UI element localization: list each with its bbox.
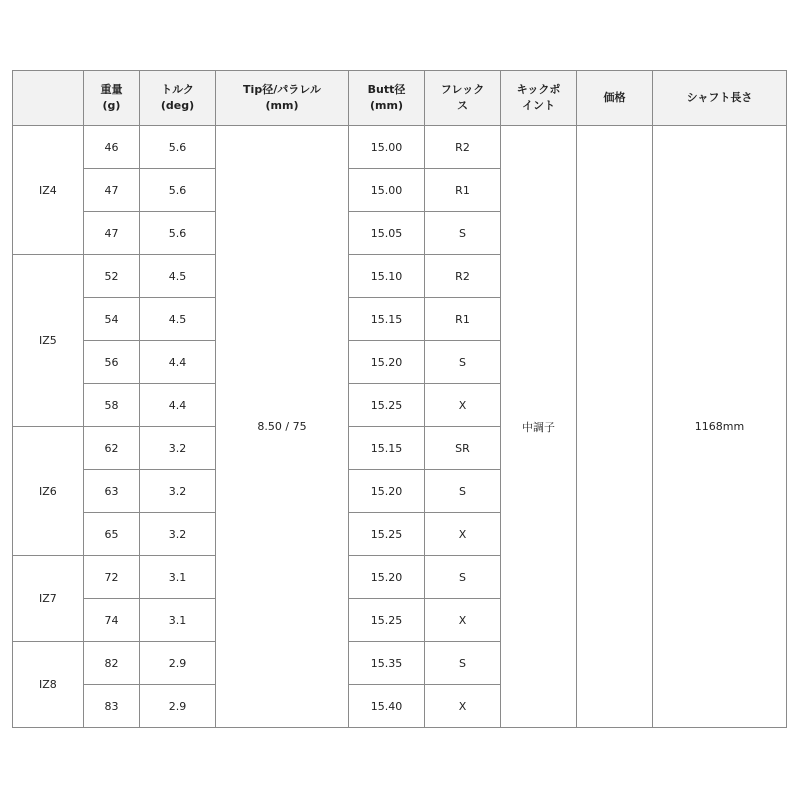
butt-diameter-cell: 15.10 [349,255,425,298]
flex-cell: X [425,599,501,642]
weight-cell: 56 [84,341,140,384]
weight-cell: 74 [84,599,140,642]
header-flex: フレック ス [425,71,501,126]
header-price: 価格 [577,71,653,126]
flex-cell: X [425,685,501,728]
weight-cell: 65 [84,513,140,556]
weight-cell: 63 [84,470,140,513]
torque-cell: 5.6 [140,169,216,212]
model-name-cell: IZ8 [13,642,84,728]
kick-point-cell: 中調子 [501,126,577,728]
weight-cell: 54 [84,298,140,341]
weight-cell: 47 [84,212,140,255]
table-body [13,126,787,728]
header-row [13,71,787,126]
torque-cell: 4.5 [140,298,216,341]
weight-cell: 62 [84,427,140,470]
weight-cell: 82 [84,642,140,685]
flex-cell: S [425,341,501,384]
model-name-cell: IZ5 [13,255,84,427]
butt-diameter-cell: 15.40 [349,685,425,728]
butt-diameter-cell: 15.20 [349,470,425,513]
flex-cell: R1 [425,169,501,212]
torque-cell: 3.1 [140,599,216,642]
header-butt-diameter: Butt径 (mm) [349,71,425,126]
butt-diameter-cell: 15.15 [349,298,425,341]
header-tip-diameter: Tip径/パラレル (mm) [216,71,349,126]
torque-cell: 4.4 [140,341,216,384]
flex-cell: S [425,556,501,599]
weight-cell: 47 [84,169,140,212]
torque-cell: 3.2 [140,427,216,470]
header-kick-point: キックポ イント [501,71,577,126]
flex-cell: X [425,513,501,556]
price-cell [577,126,653,728]
torque-cell: 3.1 [140,556,216,599]
table-row [13,126,787,169]
tip-diameter-cell: 8.50 / 75 [216,126,349,728]
header-torque: トルク (deg) [140,71,216,126]
model-name-cell: IZ7 [13,556,84,642]
torque-cell: 2.9 [140,642,216,685]
butt-diameter-cell: 15.35 [349,642,425,685]
flex-cell: S [425,642,501,685]
torque-cell: 2.9 [140,685,216,728]
butt-diameter-cell: 15.20 [349,556,425,599]
flex-cell: SR [425,427,501,470]
torque-cell: 5.6 [140,126,216,169]
butt-diameter-cell: 15.25 [349,384,425,427]
torque-cell: 3.2 [140,513,216,556]
flex-cell: R2 [425,126,501,169]
weight-cell: 46 [84,126,140,169]
torque-cell: 3.2 [140,470,216,513]
model-name-cell: IZ6 [13,427,84,556]
butt-diameter-cell: 15.00 [349,126,425,169]
header-model [13,71,84,126]
model-name-cell: IZ4 [13,126,84,255]
butt-diameter-cell: 15.25 [349,599,425,642]
torque-cell: 5.6 [140,212,216,255]
flex-cell: S [425,212,501,255]
butt-diameter-cell: 15.20 [349,341,425,384]
butt-diameter-cell: 15.25 [349,513,425,556]
weight-cell: 52 [84,255,140,298]
butt-diameter-cell: 15.00 [349,169,425,212]
shaft-spec-table [12,70,787,728]
flex-cell: R1 [425,298,501,341]
weight-cell: 83 [84,685,140,728]
weight-cell: 72 [84,556,140,599]
torque-cell: 4.4 [140,384,216,427]
shaft-length-cell: 1168mm [653,126,787,728]
flex-cell: R2 [425,255,501,298]
flex-cell: X [425,384,501,427]
header-shaft-length: シャフト長さ [653,71,787,126]
weight-cell: 58 [84,384,140,427]
butt-diameter-cell: 15.15 [349,427,425,470]
header-weight: 重量 (g) [84,71,140,126]
flex-cell: S [425,470,501,513]
butt-diameter-cell: 15.05 [349,212,425,255]
torque-cell: 4.5 [140,255,216,298]
